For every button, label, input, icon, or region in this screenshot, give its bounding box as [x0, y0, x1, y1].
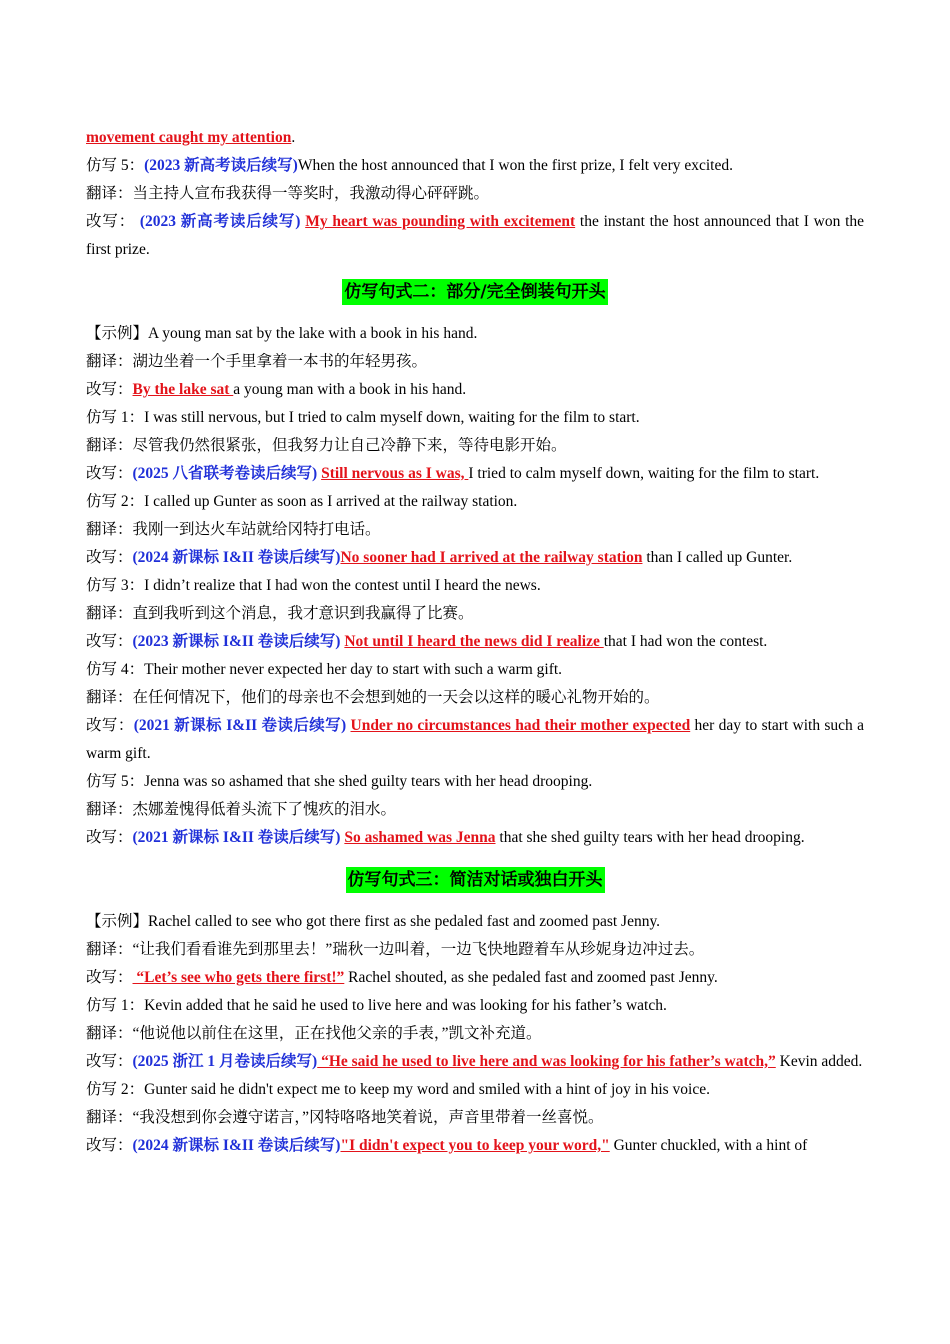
line-label: 仿写 1：: [86, 997, 145, 1014]
section-heading-row: [86, 264, 864, 320]
text-line: [86, 152, 864, 180]
rewrite-line: [86, 460, 864, 488]
translation-line: 翻译：杰娜羞愧得低着头流下了愧疚的泪水。: [86, 801, 397, 818]
source-tag: (2021 新课标 I&II 卷读后续写): [133, 717, 351, 734]
practice-line: [86, 1076, 864, 1104]
line-label: 改写：: [86, 829, 133, 846]
source-tag: (2025 八省联考卷读后续写): [132, 465, 322, 482]
example-line: [86, 908, 864, 936]
highlight-phrase: "I didn't expect you to keep your word,": [340, 1137, 610, 1154]
line-label: 仿写 1：: [86, 409, 145, 426]
highlight-phrase: No sooner had I arrived at the railway station: [340, 549, 643, 566]
body-text: I called up Gunter as soon as I arrived at the railway station.: [144, 493, 518, 510]
source-tag: (2023 新课标 I&II 卷读后续写): [132, 633, 345, 650]
body-text: I was still nervous, but I tried to calm myself down, waiting for the film to start.: [144, 409, 640, 426]
section-heading: 仿写句式三：简洁对话或独白开头: [346, 867, 605, 893]
source-tag: (2024 新课标 I&II 卷读后续写): [132, 549, 341, 566]
body-text: Rachel called to see who got there first as she pedaled fast and zoomed past Jenny.: [148, 913, 661, 930]
source-tag: (2023 新高考读后续写): [139, 213, 301, 230]
line-label: 改写：: [86, 549, 133, 566]
source-tag: (2023 新高考读后续写): [144, 157, 298, 174]
line-label: 【示例】: [86, 325, 149, 342]
body-text: a young man with a book in his hand.: [233, 381, 467, 398]
rewrite-line: [86, 964, 864, 992]
body-text: Gunter chuckled, with a hint of: [609, 1137, 808, 1154]
text-line: [86, 124, 864, 152]
highlight-phrase: “Let’s see who gets there first!”: [132, 969, 345, 986]
translation-line: 翻译：湖边坐着一个手里拿着一本书的年轻男孩。: [86, 353, 428, 370]
line-label: 改写：: [86, 633, 133, 650]
body-text: Kevin added that he said he used to live here and was looking for his father’s watch.: [144, 997, 667, 1014]
body-text: the instant the host announced that I won the first prize.: [86, 213, 865, 258]
practice-line: [86, 572, 864, 600]
line-label: 改写：: [86, 213, 136, 230]
body-text: A young man sat by the lake with a book in his hand.: [148, 325, 478, 342]
practice-line: [86, 656, 864, 684]
translation-line: 翻译：“让我们看看谁先到那里去！”瑞秋一边叫着，一边飞快地蹬着车从珍妮身边冲过去。: [86, 941, 705, 958]
highlight-phrase: My heart was pounding with excitement: [305, 213, 576, 230]
section-heading: 仿写句式二：部分/完全倒装句开头: [342, 279, 607, 305]
body-text: Rachel shouted, as she pedaled fast and zoomed past Jenny.: [344, 969, 718, 986]
body-text: that she shed guilty tears with her head drooping.: [495, 829, 805, 846]
source-tag: (2024 新课标 I&II 卷读后续写): [132, 1137, 341, 1154]
body-text: than I called up Gunter.: [642, 549, 793, 566]
line-label: 仿写 2：: [86, 493, 145, 510]
body-text: I tried to calm myself down, waiting for the film to start.: [468, 465, 820, 482]
section-heading-row: [86, 852, 864, 908]
body-text: When the host announced that I won the first prize, I felt very excited.: [297, 157, 733, 174]
highlight-phrase: Not until I heard the news did I realize: [344, 633, 604, 650]
rewrite-line: [86, 376, 864, 404]
line-label: 改写：: [86, 717, 134, 734]
source-tag: (2021 新课标 I&II 卷读后续写): [132, 829, 345, 846]
highlight-phrase: Under no circumstances had their mother expected: [350, 717, 691, 734]
translation-line: 翻译：当主持人宣布我获得一等奖时，我激动得心砰砰跳。: [86, 185, 490, 202]
translation-line: 翻译：“他说他以前住在这里，正在找他父亲的手表，”凯文补充道。: [86, 1025, 542, 1042]
rewrite-line: [86, 544, 864, 572]
body-text: Their mother never expected her day to start with such a warm gift.: [144, 661, 563, 678]
document-body: [86, 124, 864, 1160]
line-label: 仿写 5：: [86, 773, 145, 790]
line-label: 仿写 5：: [86, 157, 145, 174]
practice-line: [86, 768, 864, 796]
highlight-phrase: movement caught my attention: [86, 129, 292, 146]
body-text: that I had won the contest.: [603, 633, 768, 650]
practice-line: [86, 404, 864, 432]
rewrite-line: [86, 1132, 864, 1160]
example-line: [86, 320, 864, 348]
body-text: I didn’t realize that I had won the contest until I heard the news.: [144, 577, 541, 594]
translation-line: 翻译：尽管我仍然很紧张，但我努力让自己冷静下来，等待电影开始。: [86, 437, 567, 454]
rewrite-line: [86, 208, 864, 264]
body-text: .: [291, 129, 296, 146]
rewrite-line: [86, 712, 864, 768]
line-label: 仿写 4：: [86, 661, 145, 678]
translation-line: 翻译：在任何情况下，他们的母亲也不会想到她的一天会以这样的暖心礼物开始的。: [86, 689, 660, 706]
body-text: her day to start with such a warm gift.: [86, 717, 864, 762]
body-text: Jenna was so ashamed that she shed guilty tears with her head drooping.: [144, 773, 593, 790]
line-label: 改写：: [86, 381, 133, 398]
highlight-phrase: “He said he used to live here and was looking for his father’s watch,”: [317, 1053, 776, 1070]
line-label: 改写：: [86, 969, 133, 986]
body-text: Kevin added.: [775, 1053, 863, 1070]
highlight-phrase: By the lake sat: [132, 381, 234, 398]
highlight-phrase: So ashamed was Jenna: [344, 829, 496, 846]
line-label: 仿写 2：: [86, 1081, 145, 1098]
line-label: 改写：: [86, 1053, 133, 1070]
translation-line: 翻译：“我没想到你会遵守诺言，”冈特咯咯地笑着说，声音里带着一丝喜悦。: [86, 1109, 604, 1126]
line-label: 【示例】: [86, 913, 149, 930]
rewrite-line: [86, 628, 864, 656]
body-text: Gunter said he didn't expect me to keep my word and smiled with a hint of joy in his voice.: [144, 1081, 710, 1098]
line-label: 改写：: [86, 465, 133, 482]
translation-line: 翻译：我刚一到达火车站就给冈特打电话。: [86, 521, 381, 538]
practice-line: [86, 992, 864, 1020]
rewrite-line: [86, 824, 864, 852]
source-tag: (2025 浙江 1 月卷读后续写): [132, 1053, 318, 1070]
practice-line: [86, 488, 864, 516]
translation-line: 翻译：直到我听到这个消息，我才意识到我赢得了比赛。: [86, 605, 474, 622]
line-label: 改写：: [86, 1137, 133, 1154]
line-label: 仿写 3：: [86, 577, 145, 594]
highlight-phrase: Still nervous as I was,: [321, 465, 469, 482]
rewrite-line: [86, 1048, 864, 1076]
